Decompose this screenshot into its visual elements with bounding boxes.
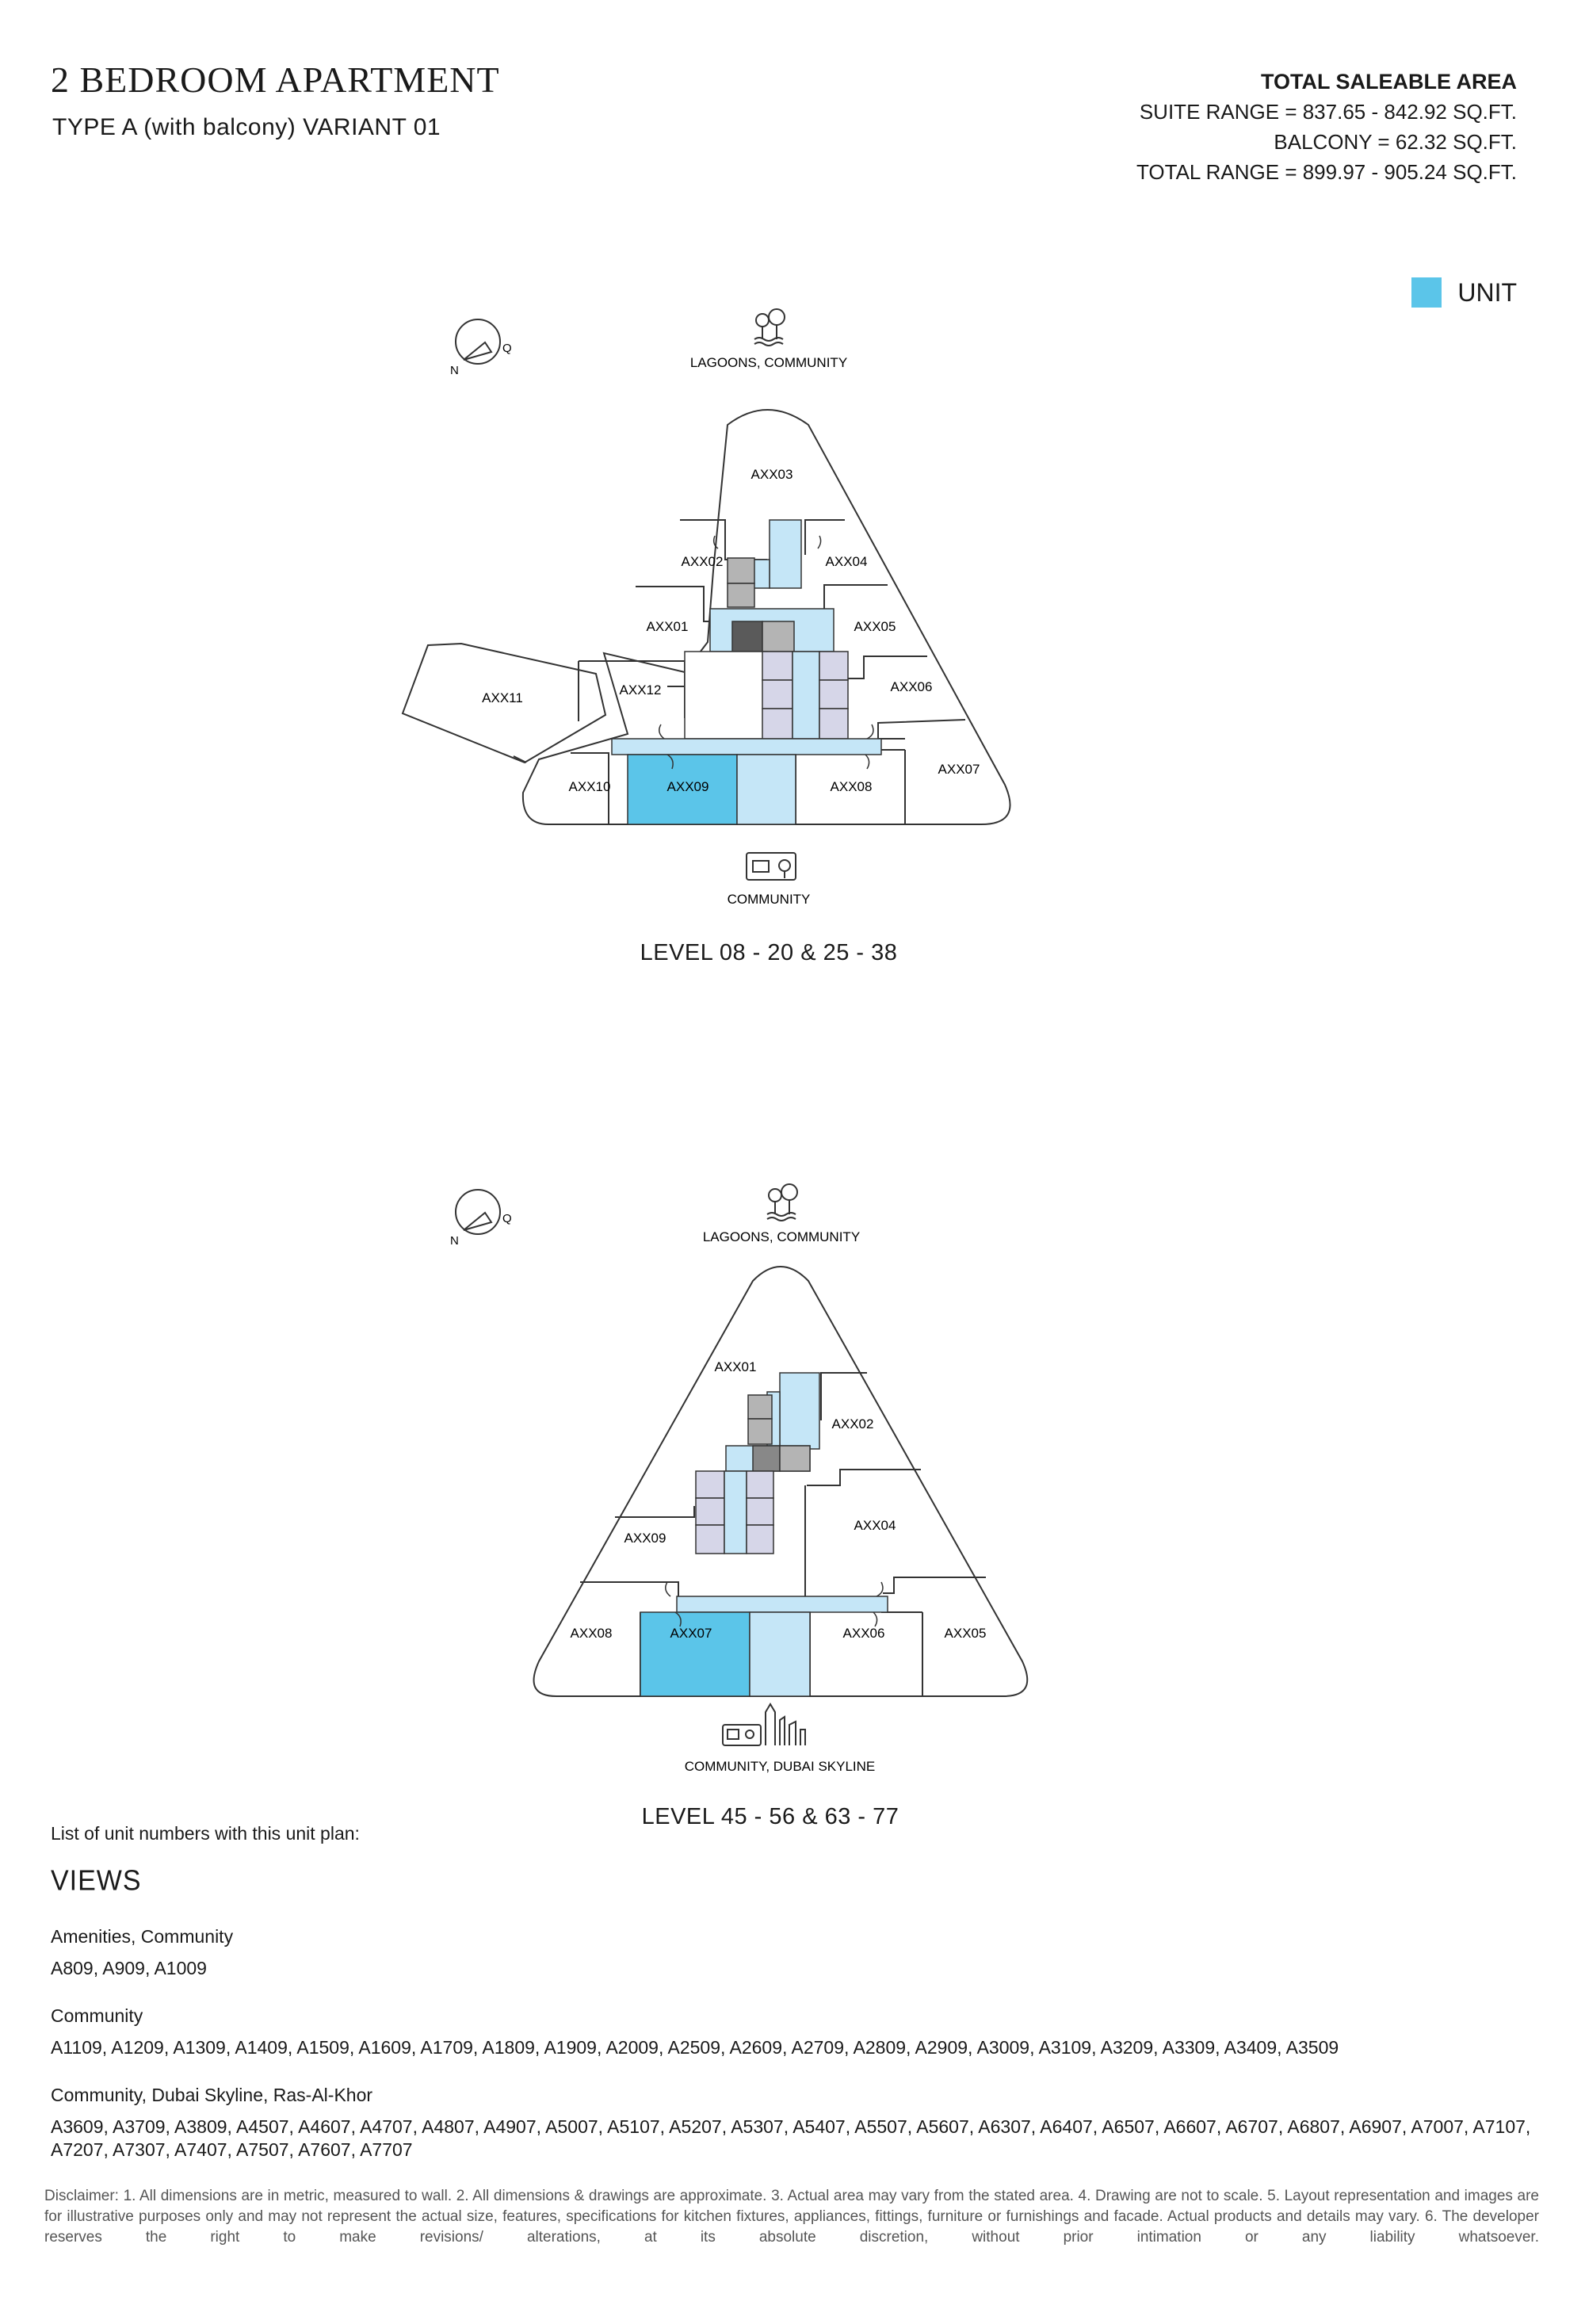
saleable-area-heading: TOTAL SALEABLE AREA xyxy=(1260,70,1517,94)
view-name: Community, Dubai Skyline, Ras-Al-Khor xyxy=(51,2085,373,2105)
unit-label: AXX10 xyxy=(568,779,611,794)
page-title: 2 BEDROOM APARTMENT xyxy=(51,59,500,100)
unit-label: AXX07 xyxy=(670,1626,712,1641)
lobby-area xyxy=(737,755,796,824)
unit-type-subtitle: TYPE A (with balcony) VARIANT 01 xyxy=(52,114,441,140)
unit-label: AXX06 xyxy=(890,679,933,694)
bottom-view-label: COMMUNITY, DUBAI SKYLINE xyxy=(684,1759,876,1774)
lagoon-tree-icon xyxy=(767,1184,797,1221)
top-view-label: LAGOONS, COMMUNITY xyxy=(689,355,848,370)
unit-label: AXX08 xyxy=(830,779,873,794)
unit-label: AXX05 xyxy=(944,1626,987,1641)
unit-label: AXX01 xyxy=(646,619,689,634)
unit-label: AXX09 xyxy=(666,779,709,794)
unit-label: AXX12 xyxy=(619,682,662,698)
unit-label: AXX07 xyxy=(938,762,980,777)
community-icon xyxy=(747,853,796,880)
unit-label: AXX04 xyxy=(825,554,868,569)
views-list xyxy=(51,1926,1541,2187)
floor-plan-level-45 xyxy=(0,1173,1585,1775)
compass-icon xyxy=(450,1190,512,1248)
community-skyline-icon xyxy=(723,1704,805,1745)
total-range: TOTAL RANGE = 899.97 - 905.24 SQ.FT. xyxy=(1136,160,1517,184)
view-name: Amenities, Community xyxy=(51,1926,234,1947)
top-view-label: LAGOONS, COMMUNITY xyxy=(702,1229,861,1244)
view-units: A809, A909, A1009 xyxy=(51,1958,207,1978)
unit-list-intro: List of unit numbers with this unit plan: xyxy=(51,1823,360,1844)
unit-label: AXX06 xyxy=(842,1626,885,1641)
compass-north-label: N xyxy=(450,1234,459,1248)
compass-icon xyxy=(450,319,512,377)
unit-label: AXX09 xyxy=(624,1531,666,1546)
unit-label: AXX05 xyxy=(854,619,896,634)
compass-mark: Q xyxy=(502,342,512,355)
lobby-area xyxy=(750,1612,810,1696)
view-group xyxy=(51,2005,1541,2059)
unit-label: AXX04 xyxy=(854,1518,896,1533)
unit-label: AXX02 xyxy=(831,1416,874,1431)
highlight-unit-axx07 xyxy=(640,1612,750,1696)
view-group xyxy=(51,1926,1541,1980)
unit-label: AXX01 xyxy=(714,1359,757,1374)
suite-range: SUITE RANGE = 837.65 - 842.92 SQ.FT. xyxy=(1139,100,1517,124)
floor-plan-level-08 xyxy=(0,301,1585,983)
level-label: LEVEL 08 - 20 & 25 - 38 xyxy=(640,940,898,965)
lagoon-tree-icon xyxy=(754,309,785,346)
unit-label: AXX02 xyxy=(681,554,724,569)
unit-label: AXX08 xyxy=(570,1626,613,1641)
level-label: LEVEL 45 - 56 & 63 - 77 xyxy=(641,1804,899,1829)
views-heading: VIEWS xyxy=(51,1865,142,1897)
balcony-area: BALCONY = 62.32 SQ.FT. xyxy=(1274,130,1517,154)
bottom-view-label: COMMUNITY xyxy=(727,892,811,907)
view-group xyxy=(51,2085,1541,2162)
disclaimer: Disclaimer: 1. All dimensions are in metric, measured to wall. 2. All dimensions & drawings are approximate. 3. Actual area may vary from the stated area. 4. Drawing are not to scale. 5. Layout representation and images are for illustrative purposes only and may not represent the actual size, features, specifications for kitchen fixtures, appliances, fittings, furniture or furnishings and facade. Actual products and details may vary. 6. The developer reserves the right to make revisions/ alterations, at its absolute discretion, without prior intimation or any liability whatsoever. xyxy=(44,2188,1539,2246)
view-units: A1109, A1209, A1309, A1409, A1509, A1609, A1709, A1809, A1909, A2009, A2509, A2609, A2709, A2809, A2909, A3009, A3109, A3209, A3309, A3409, A3509 xyxy=(51,2037,1339,2058)
legend-label: UNIT xyxy=(1457,277,1517,307)
view-units: A3609, A3709, A3809, A4507, A4607, A4707, A4807, A4907, A5007, A5107, A5207, A5307, A5407, A5507, A5607, A6307, A6407, A6507, A6607, A6707, A6807, A6907, A7007, A7107, A7207, A7307, A7407, A7507, A7607, A7707 xyxy=(51,2116,1531,2160)
compass-mark: Q xyxy=(502,1212,512,1225)
compass-north-label: N xyxy=(450,364,459,377)
saleable-area-block xyxy=(1136,67,1517,187)
unit-label: AXX11 xyxy=(482,690,523,705)
view-name: Community xyxy=(51,2005,143,2026)
unit-label: AXX03 xyxy=(750,467,793,482)
